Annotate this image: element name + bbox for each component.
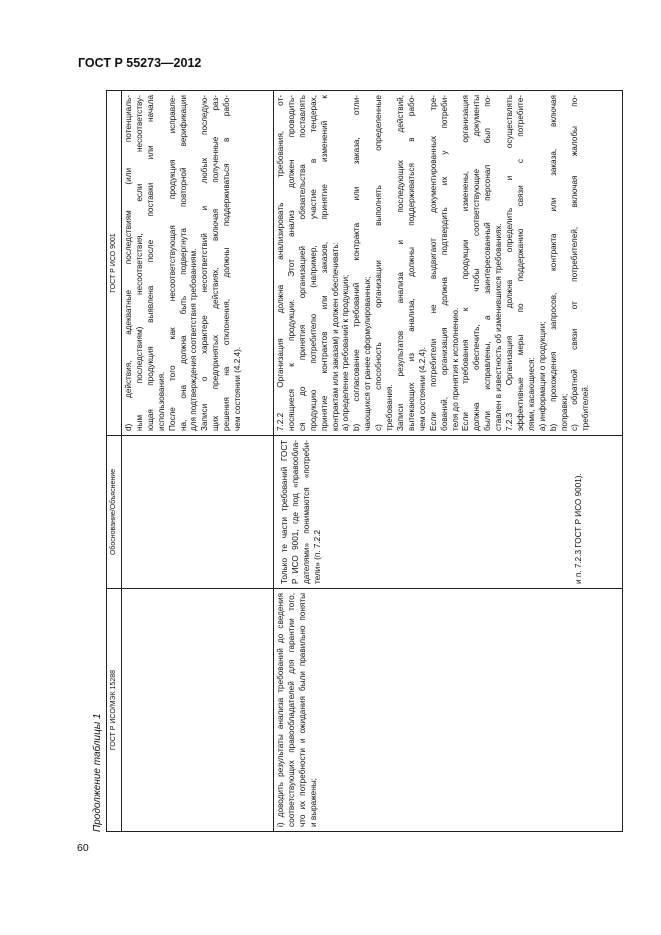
text-line: принятие контрактов или заказов, принятие изменений к <box>319 95 329 431</box>
row1-justification-cell <box>122 436 274 589</box>
page-number: 60 <box>77 842 89 854</box>
text-line: b) согласование требований контракта или заказа, отли- <box>352 95 362 431</box>
table-row <box>274 91 623 832</box>
rotated-table-container <box>92 91 623 832</box>
text-line: должна обеспечить, чтобы соответствующие документы <box>472 95 482 431</box>
text-line: чем состоянии (4.2.4). <box>233 346 243 431</box>
text-line: были исправлены, а заинтересованный персонал был по- <box>483 95 493 431</box>
text-line: Если требования к продукции изменены, организация <box>461 95 471 431</box>
text-line: на, она должна быть подвергнута повторной верификации <box>178 95 188 431</box>
text-line: дателями» понимаются «потреби- <box>301 440 311 584</box>
text-line: ся до принятия организацией обязательства поставлять <box>297 95 307 431</box>
text-line: Только те части требований ГОСТ <box>280 440 289 584</box>
text-line: продукцию потребителю (например, участие в тендерах, <box>308 95 318 431</box>
text-line: ным последствиям) несоответствия, если несоответству- <box>134 95 144 431</box>
text-line: b) прохождения запросов, контракта или заказа, включая <box>548 95 558 431</box>
table-caption: Продолжение таблицы 1 <box>92 713 103 832</box>
text-line: соответствующих правообладателей для гарантии того, <box>286 593 296 827</box>
row1-iso-9001-cell <box>122 91 274 436</box>
text-line: Р ИСО 9001, где под «правооблa- <box>290 440 300 584</box>
text-line: контрактам или заказам) и должен обеспечивать: <box>330 242 340 431</box>
text-line: a) информации о продукции; <box>537 321 547 431</box>
text-line: Записи результатов анализа и последующих действий, <box>395 95 405 431</box>
text-line: и выражены; <box>308 778 318 827</box>
text-line: чем состоянии (4.2.4). <box>417 346 427 431</box>
page-header-standard-id: ГОСТ Р 55273—2012 <box>78 56 202 70</box>
text-line: 7.2.3 Организация должна определить и осуществлять <box>505 95 515 431</box>
text-line: c) способность организации выполнять определенные <box>374 95 384 431</box>
row2-iso-9001-cell <box>274 91 623 436</box>
text-line: лями, касающиеся: <box>526 357 536 431</box>
text-line: Если потребители не выдвигают документированных тре- <box>428 95 438 431</box>
text-line: ставлен в известность об изменившихся требованиях. <box>494 223 504 431</box>
column-header-iso-15288: ГОСТ Р ИСО/МЭК 15288 <box>107 589 122 832</box>
text-line: что их потребности и ожидания были правильно поняты <box>297 593 307 827</box>
text-line: c) обратной связи от потребителей, включая жалобы по- <box>570 95 580 431</box>
row1-iso-15288-cell <box>122 589 274 832</box>
table-row <box>122 91 274 832</box>
comparison-table <box>106 90 623 832</box>
text-line: вытекающих из анализа, должны поддерживаться в рабо- <box>406 95 416 431</box>
text-line: эффективные меры по поддержанию связи с потребите- <box>515 95 525 431</box>
text-line: и п. 7.2.3 ГОСТ Р ИСО 9001). <box>573 473 583 584</box>
text-line: теля до принятия к исполнению. <box>450 307 460 431</box>
text-line: требования. <box>385 384 395 431</box>
text-line: носящиеся к продукции. Этот анализ должен проводить- <box>286 95 296 431</box>
text-line: поправки; <box>559 393 569 431</box>
text-line: тели» (п. 7.2.2 <box>312 529 322 584</box>
row2-iso-15288-cell <box>274 589 623 832</box>
table-header-row <box>107 91 122 832</box>
column-header-justification: Обоснование/Объяснение <box>107 436 122 589</box>
text-line: a) определение требований к продукции; <box>341 274 351 431</box>
text-line: i) доводить результаты анализа требований до сведения <box>276 593 285 827</box>
text-line: чающихся от ранее сформулированных; <box>363 276 373 431</box>
column-header-iso-9001: ГОСТ Р ИСО 9001 <box>107 91 122 436</box>
text-line: 7.2.2 Организация должна анализировать требования, от- <box>276 95 285 431</box>
text-line: бований, организация должна подтвердить их у потреби- <box>439 95 449 431</box>
text-line: Записи о характере несоответствий и любых последую- <box>200 95 210 431</box>
text-line: щих предпринятых действиях, включая полученные раз- <box>211 95 221 431</box>
text-line: требителей. <box>581 384 591 431</box>
text-line: использования. <box>156 371 166 431</box>
text-line: d) действия, адекватные последствиям (или потенциаль- <box>124 95 133 431</box>
text-line: решения на отклонения, должны поддерживаться в рабо- <box>222 95 232 431</box>
row2-justification-cell <box>274 436 623 589</box>
text-line: После того как несоответствующая продукция исправле- <box>167 95 177 431</box>
text-line: ющая продукция выявлена после поставки или начала <box>145 95 155 431</box>
text-line: для подтверждения соответствия требованиям. <box>189 248 199 431</box>
